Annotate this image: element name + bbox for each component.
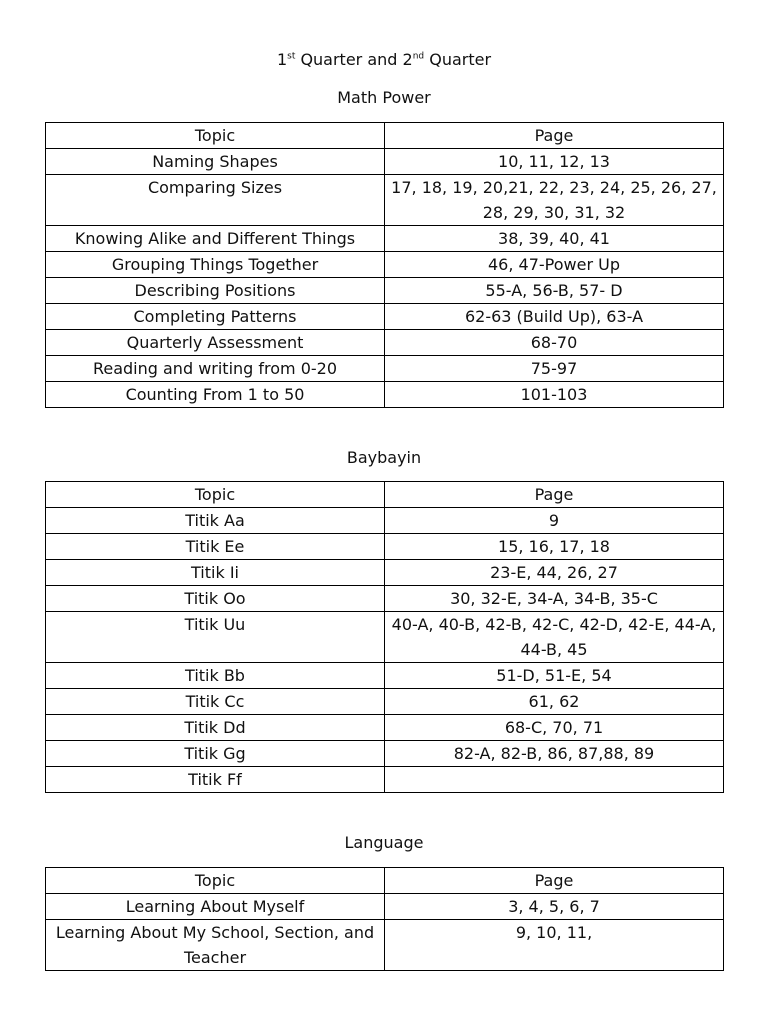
math-power-table [45,122,724,408]
table-row [46,560,724,586]
table-row [46,689,724,715]
table-row [46,612,724,663]
topic-cell: Grouping Things Together [46,252,385,278]
table-row [46,920,724,971]
table-row [46,175,724,226]
topic-cell: Describing Positions [46,278,385,304]
topic-cell: Learning About My School, Section, and Teacher [46,920,385,971]
title-q1-number: 1 [276,50,288,69]
language-table [45,867,724,971]
table-row [46,894,724,920]
topic-cell: Completing Patterns [46,304,385,330]
title-q1-word: Quarter and [300,50,398,69]
table-row [46,149,724,175]
table-row [46,508,724,534]
page-cell: 51-D, 51-E, 54 [385,663,724,689]
page-cell: 62-63 (Build Up), 63-A [385,304,724,330]
page-cell: 75-97 [385,356,724,382]
table-header-row [46,123,724,149]
topic-cell: Titik Dd [46,715,385,741]
topic-cell: Learning About Myself [46,894,385,920]
topic-cell: Titik Ff [46,767,385,793]
topic-cell: Naming Shapes [46,149,385,175]
table-row [46,586,724,612]
topic-cell: Titik Bb [46,663,385,689]
topic-cell: Comparing Sizes [46,175,385,226]
section-heading-language: Language [344,833,424,852]
page-cell: 30, 32-E, 34-A, 34-B, 35-C [385,586,724,612]
page-cell: 23-E, 44, 26, 27 [385,560,724,586]
document-title [0,50,768,70]
table-header-row [46,868,724,894]
page-cell: 68-70 [385,330,724,356]
topic-cell: Titik Oo [46,586,385,612]
table-row [46,382,724,408]
table-row [46,715,724,741]
table-row [46,767,724,793]
topic-cell: Titik Ee [46,534,385,560]
page-cell: 40-A, 40-B, 42-B, 42-C, 42-D, 42-E, 44-A, 44-B, 45 [385,612,724,663]
page-cell: 38, 39, 40, 41 [385,226,724,252]
table-row [46,304,724,330]
page-cell [385,767,724,793]
table-row [46,534,724,560]
title-q2-number: 2 [402,50,413,69]
page-cell: 9, 10, 11, [385,920,724,971]
header-topic: Topic [46,482,385,508]
page-cell: 3, 4, 5, 6, 7 [385,894,724,920]
table-row [46,663,724,689]
topic-cell: Titik Cc [46,689,385,715]
table-row [46,741,724,767]
title-q2-suffix: nd [412,51,425,62]
page-cell: 68-C, 70, 71 [385,715,724,741]
baybayin-table [45,481,724,793]
page-cell: 10, 11, 12, 13 [385,149,724,175]
page-cell: 9 [385,508,724,534]
table-header-row [46,482,724,508]
section-heading-math-power: Math Power [337,88,431,107]
section-heading-baybayin: Baybayin [346,448,422,467]
topic-cell: Titik Uu [46,612,385,663]
table-row [46,278,724,304]
table-row [46,226,724,252]
topic-cell: Titik Gg [46,741,385,767]
page-cell: 61, 62 [385,689,724,715]
page-cell: 17, 18, 19, 20,21, 22, 23, 24, 25, 26, 27, 28, 29, 30, 31, 32 [385,175,724,226]
page-cell: 46, 47-Power Up [385,252,724,278]
header-page: Page [385,482,724,508]
header-page: Page [385,123,724,149]
title-q1-suffix: st [287,51,296,62]
header-topic: Topic [46,123,385,149]
topic-cell: Counting From 1 to 50 [46,382,385,408]
topic-cell: Titik Ii [46,560,385,586]
topic-cell: Reading and writing from 0-20 [46,356,385,382]
page-cell: 55-A, 56-B, 57- D [385,278,724,304]
table-row [46,356,724,382]
topic-cell: Titik Aa [46,508,385,534]
page-cell: 15, 16, 17, 18 [385,534,724,560]
header-page: Page [385,868,724,894]
topic-cell: Quarterly Assessment [46,330,385,356]
title-q2-word: Quarter [429,50,492,69]
header-topic: Topic [46,868,385,894]
page-cell: 82-A, 82-B, 86, 87,88, 89 [385,741,724,767]
topic-cell: Knowing Alike and Different Things [46,226,385,252]
table-row [46,330,724,356]
table-row [46,252,724,278]
page-cell: 101-103 [385,382,724,408]
